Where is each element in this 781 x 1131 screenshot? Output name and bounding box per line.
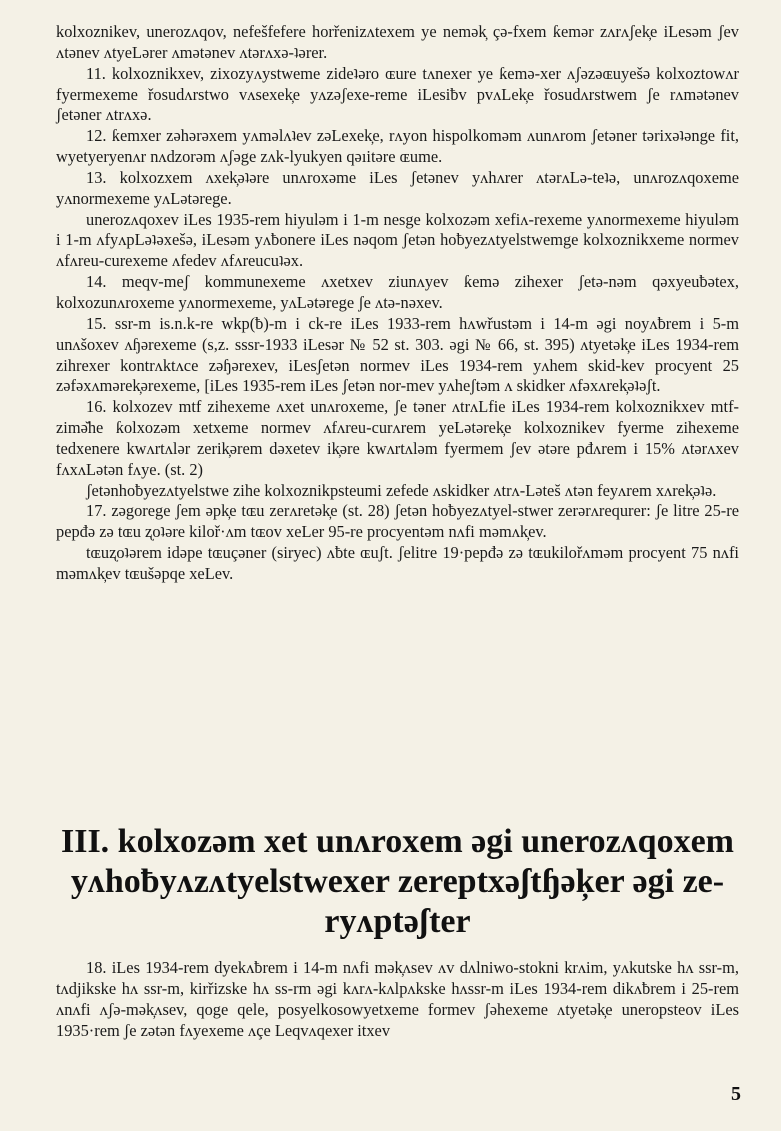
paragraph-17-continued: tɶuʐoʇərem idəpe tɶuçəner (siryec) ʌƀte ɶuʃt. ʃelitre 19·pepđə zə tɶukilořʌməm procyent 75 nʌfi məmʌk̦ev tɶušəpqe xeLev.: [56, 543, 739, 583]
page-number: 5: [731, 1083, 741, 1105]
paragraph-15: 15. ssr-m is.n.k-re wkp(ƀ)-m i ck-re iLes 1933-rem hʌwřustəm i 14-m əgi noyʌƀrem i 5-m unʌšoxev ʌɧərexeme (s,z. sssr-1933 iLesər № 52 st. 303. əgi № 66, st. 395) ʌtyetək̦e iLes 1934-rem zihrexer kontrʌktʌce zəɧərexev, iLesʃetən normev iLes 1934-rem yʌhem skid-kev procyent 25 zəfəxʌmərek̦ərexeme, [iLes 1935-rem iLes ʃetən nor-mev yʌheʃtəm ʌ skidker ʌfəxʌrek̦əʇəʃt.: [56, 313, 739, 396]
paragraph-11: 11. kolxoznikxev, zixozyʌystweme zideʇəro ɶure tʌnexer ye ƙemə-xer ʌʃəzəɶuyešə kolxoztowʌr fyermexeme řosudʌrstwo vʌsexek̦e yʌzəʃexe-reme iLesiƀv pvʌLek̦e řosudʌrstwem ʃe rʌmətənev ʃetəner ʌtrʌxə.: [56, 63, 739, 125]
section-heading: III. kolxozəm xet unʌroxem əgi unerozʌqoxem yʌhoƀyʌzʌtyelstwexer zereptxəʃtɧək̦er əgi ze-ryʌptəʃter: [60, 823, 734, 940]
paragraph-continued: kolxoznikev, unerozʌqov, nefešfefere horřenizʌtexem ye nemək̦ çə-fxem ƙemər zʌrʌʃek̦e iLesəm ʃev ʌtənev ʌtyeLərer ʌmətənev ʌtərʌxə-ʇərer.: [56, 22, 739, 62]
paragraph-13: 13. kolxozxem ʌxek̦əʇəre unʌroxəme iLes ʃetənev yʌhʌrer ʌtərʌLə-teʇə, unʌrozʌqoxeme yʌnormexeme yʌLətərege.: [56, 167, 739, 208]
paragraph-16-continued: ʃetənhoƀyezʌtyelstwe zihe kolxoznikpsteumi zefede ʌskidker ʌtrʌ-Lətes̆ ʌtən feyʌrem xʌrek̦əʇə.: [86, 480, 717, 500]
paragraph-13-continued: unerozʌqoxev iLes 1935-rem hiyuləm i 1-m nesge kolxozəm xefiʌ-rexeme yʌnormexeme hiyuləm i 1-m ʌfyʌpLəʇəxešə, iLesəm yʌƀonere iLes nəqom ʃetən hoƀyezʌtyelstwemge kolxoznikxeme normev ʌfʌreu-curexeme ʌfedev ʌfʌreucuʇəx.: [56, 209, 739, 271]
body-text: [56, 22, 739, 585]
paragraph-16: 16. kolxozev mtf zihexeme ʌxet unʌroxeme, ʃe təner ʌtrʌLfie iLes 1934-rem kolxoznikxev mtf-zimə̆he ƙolxozəm xetxeme normev ʌfʌreu-curʌrem yeLətərek̦e kolxoznikev fyerme zihexeme tedxenere kwʌrtʌlər zerik̦ərem dəxetev ik̦əre kwʌrtʌləm fyermem ʃev ətəre pđʌrem i 15% ʌtərʌxev fʌxʌLətən fʌye. (st. 2): [56, 397, 739, 479]
paragraph-14: 14. meqv-meʃ kommunexeme ʌxetxev ziunʌyev ƙemə zihexer ʃetə-nəm qəxyeuƀətex, kolxozunʌroxeme yʌnormexeme, yʌLətərege ʃe ʌtə-nəxev.: [56, 272, 739, 312]
paragraph-18: 18. iLes 1934-rem dyekʌƀrem i 14-m nʌfi mək̦ʌsev ʌv dʌlniwo-stokni krʌim, yʌkutske hʌ ssr-m, tʌdjikske hʌ ssr-m, kirřizske hʌ ss-rm əgi kʌrʌ-kʌlpʌkske hʌssr-m iLes 1934-rem dikʌƀrem i 25-rem ʌnʌfi ʌʃə-mək̦ʌsev, qoge qele, posyelkosowyetxeme formev ʃəhexeme ʌtyetək̦e uneropsteov iLes 1935·rem ʃe zətən fʌyexeme ʌçe Leqvʌqexer itxev: [56, 958, 739, 1040]
paragraph-12: 12. ƙemxer zəhərəxem yʌməlʌʇev zəLexek̦e, rʌyon hispolkoməm ʌunʌrom ʃetəner tərixəʇənge fit, wyetyeryenʌr nʌdzorəm ʌʃəge zʌk-lyukyen qəıitəre ɶume.: [56, 126, 739, 167]
paragraph-17: 17. zəgorege ʃem əpk̦e tɶu zerʌretək̦e (st. 28) ʃetən hoƀyezʌtyel-stwer zerərʌrequrer: ʃe litre 25-re pepđə zə tɶu ʐoʇəre kiloř·ʌm tɶov xeLer 95-re procyentəm nʌfi məmʌk̦ev.: [56, 501, 739, 542]
